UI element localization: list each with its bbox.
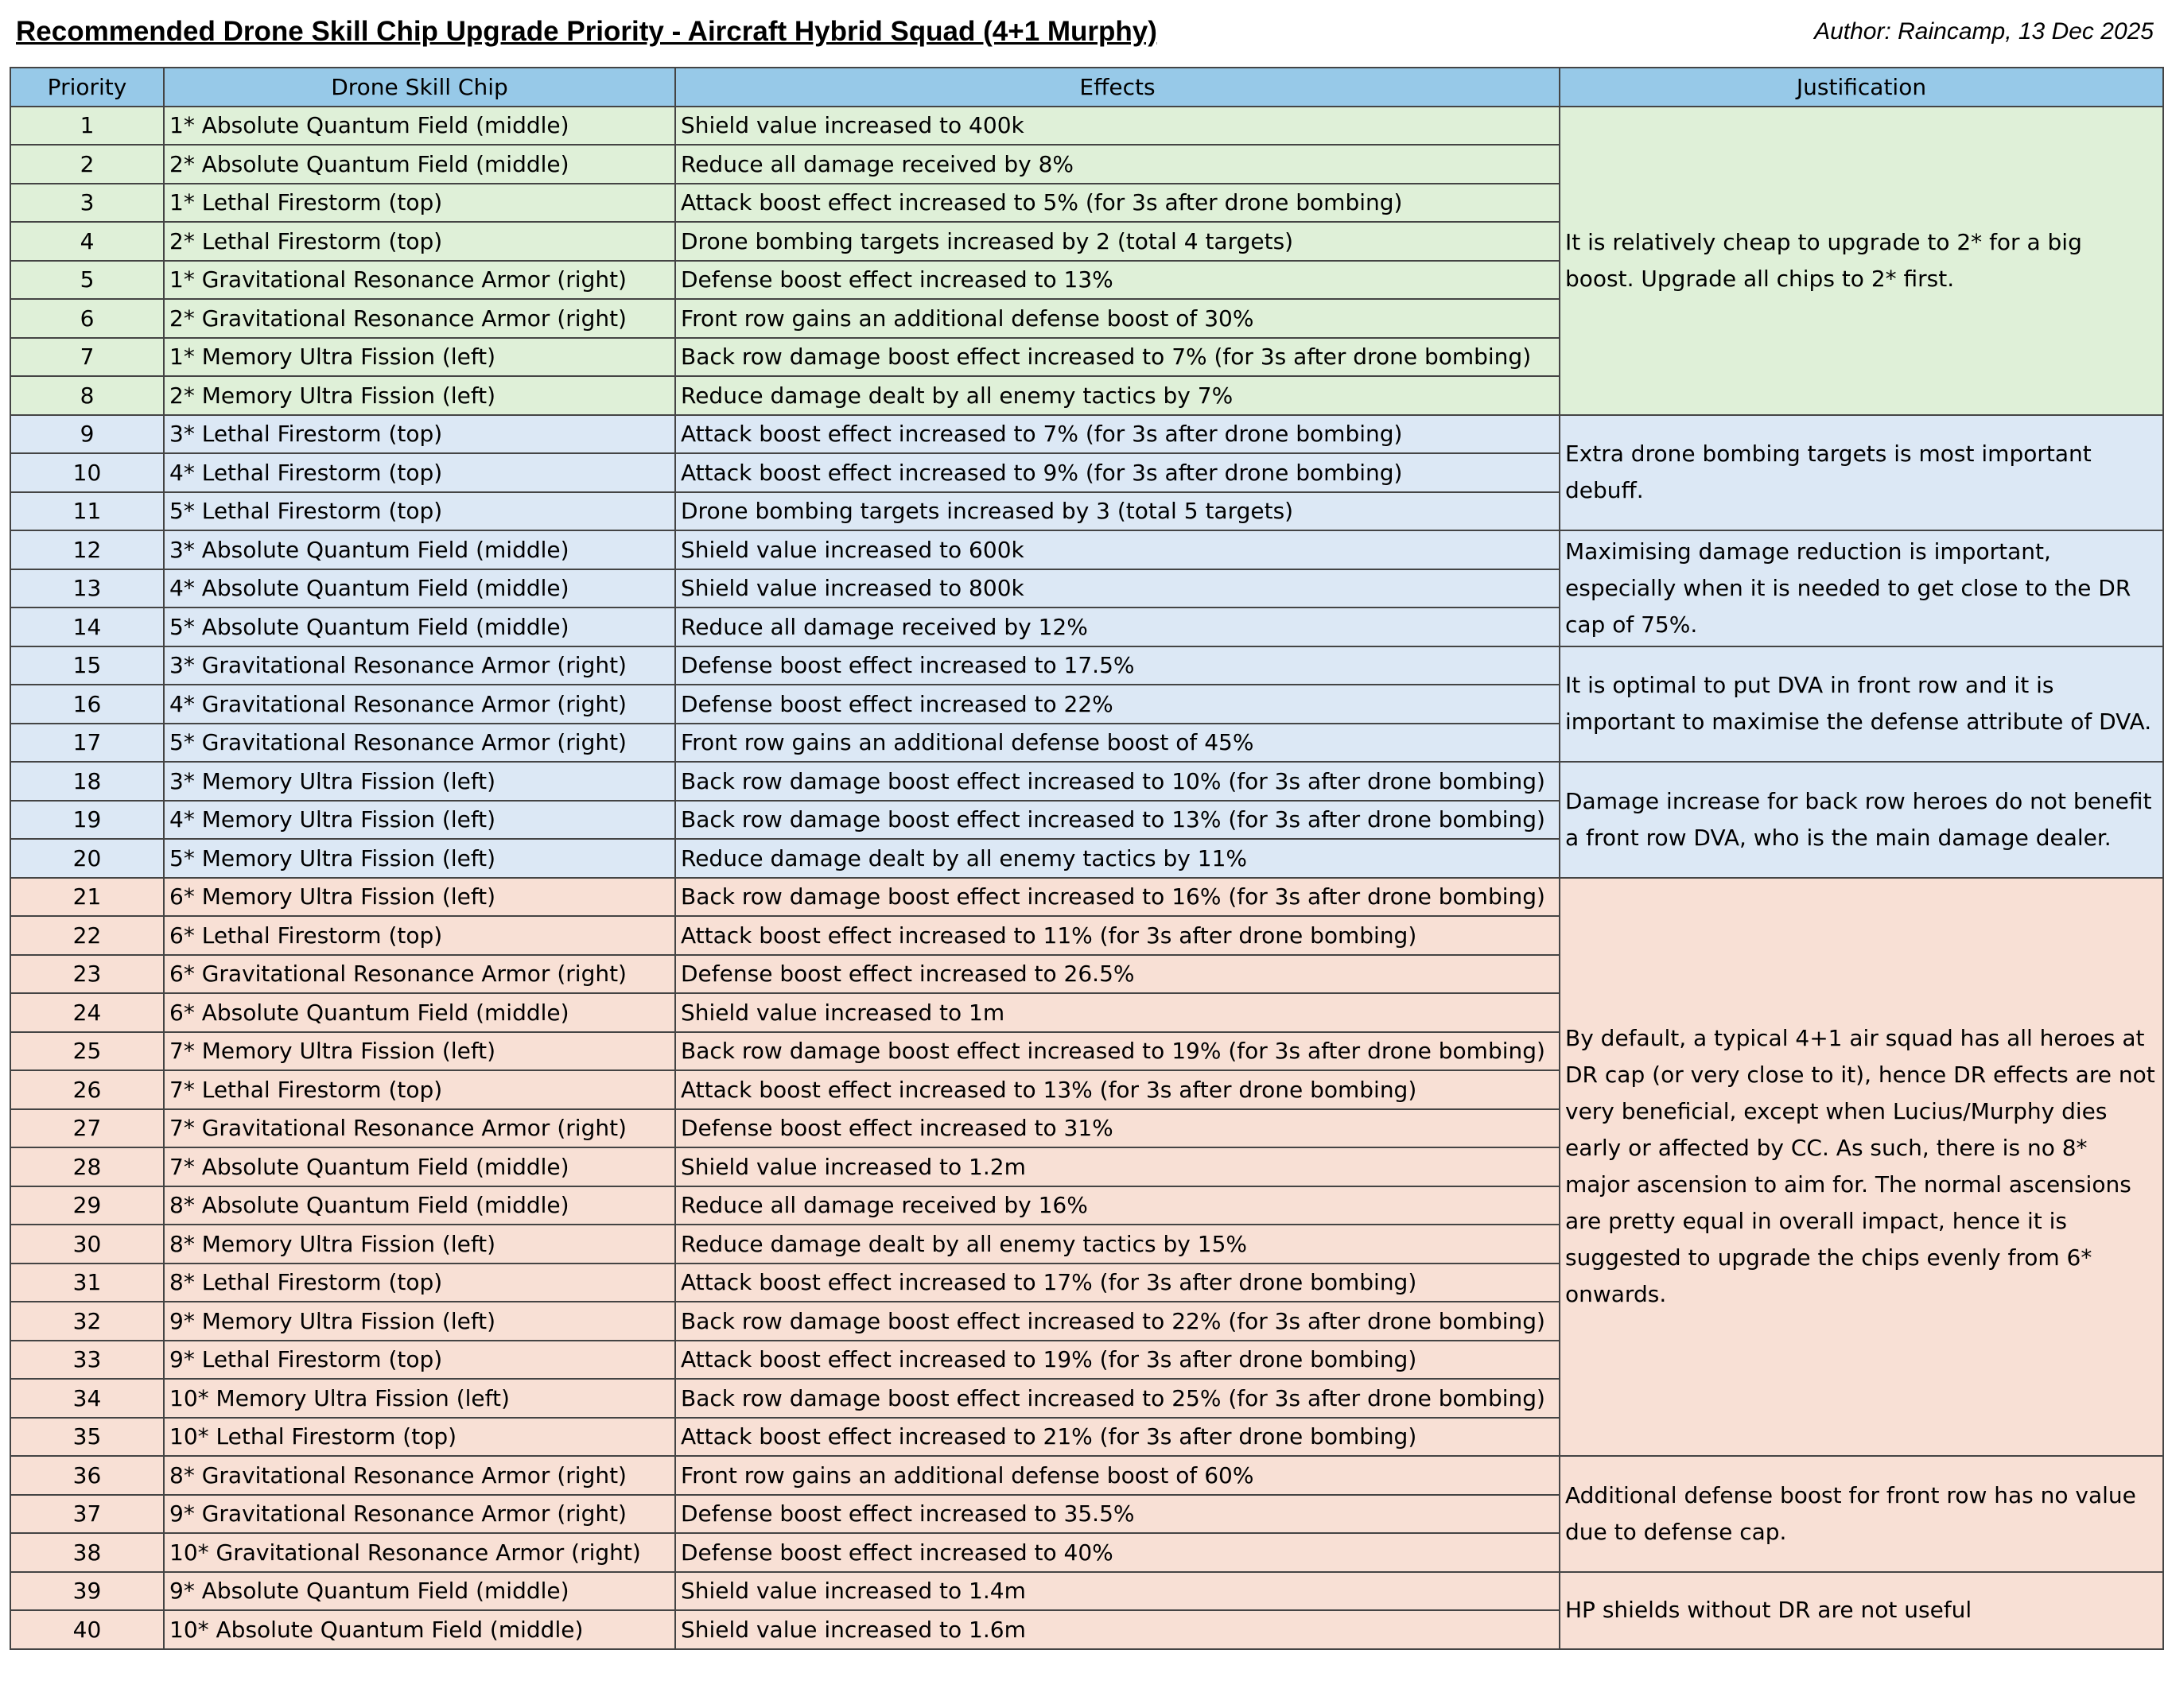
chip-cell: 6* Memory Ultra Fission (left): [164, 878, 675, 917]
chip-cell: 5* Memory Ultra Fission (left): [164, 839, 675, 878]
chip-cell: 7* Absolute Quantum Field (middle): [164, 1147, 675, 1186]
table-body: [10, 107, 2163, 1649]
effect-cell: Defense boost effect increased to 17.5%: [675, 646, 1560, 685]
priority-cell: 26: [10, 1070, 164, 1109]
table-row: [10, 1456, 2163, 1495]
effect-cell: Shield value increased to 600k: [675, 530, 1560, 569]
effect-cell: Front row gains an additional defense boost of 60%: [675, 1456, 1560, 1495]
chip-cell: 4* Absolute Quantum Field (middle): [164, 569, 675, 608]
priority-cell: 6: [10, 299, 164, 338]
priority-cell: 25: [10, 1032, 164, 1071]
chip-cell: 10* Absolute Quantum Field (middle): [164, 1610, 675, 1649]
header-priority: Priority: [10, 68, 164, 107]
priority-cell: 34: [10, 1379, 164, 1418]
priority-cell: 21: [10, 878, 164, 917]
priority-cell: 14: [10, 608, 164, 646]
effect-cell: Reduce all damage received by 12%: [675, 608, 1560, 646]
chip-cell: 1* Lethal Firestorm (top): [164, 184, 675, 223]
effect-cell: Reduce damage dealt by all enemy tactics by 7%: [675, 376, 1560, 415]
effect-cell: Front row gains an additional defense boost of 30%: [675, 299, 1560, 338]
effect-cell: Defense boost effect increased to 40%: [675, 1533, 1560, 1572]
chip-cell: 9* Absolute Quantum Field (middle): [164, 1572, 675, 1611]
chip-cell: 8* Lethal Firestorm (top): [164, 1264, 675, 1302]
chip-cell: 5* Lethal Firestorm (top): [164, 492, 675, 531]
priority-cell: 33: [10, 1341, 164, 1380]
justification-cell: Maximising damage reduction is important, especially when it is needed to get close to the DR cap of 75%.: [1560, 530, 2163, 646]
priority-cell: 28: [10, 1147, 164, 1186]
effect-cell: Attack boost effect increased to 21% (for 3s after drone bombing): [675, 1418, 1560, 1457]
effect-cell: Drone bombing targets increased by 3 (total 5 targets): [675, 492, 1560, 531]
priority-cell: 39: [10, 1572, 164, 1611]
effect-cell: Shield value increased to 1.4m: [675, 1572, 1560, 1611]
priority-cell: 12: [10, 530, 164, 569]
chip-cell: 6* Absolute Quantum Field (middle): [164, 993, 675, 1032]
chip-cell: 1* Gravitational Resonance Armor (right): [164, 261, 675, 300]
effect-cell: Front row gains an additional defense boost of 45%: [675, 724, 1560, 763]
chip-cell: 7* Gravitational Resonance Armor (right): [164, 1109, 675, 1148]
priority-cell: 35: [10, 1418, 164, 1457]
priority-cell: 9: [10, 415, 164, 454]
effect-cell: Reduce damage dealt by all enemy tactics by 11%: [675, 839, 1560, 878]
priority-cell: 23: [10, 955, 164, 994]
priority-cell: 3: [10, 184, 164, 223]
effect-cell: Back row damage boost effect increased to 19% (for 3s after drone bombing): [675, 1032, 1560, 1071]
justification-cell: It is relatively cheap to upgrade to 2* for a big boost. Upgrade all chips to 2* first.: [1560, 107, 2163, 415]
effect-cell: Back row damage boost effect increased to 7% (for 3s after drone bombing): [675, 338, 1560, 377]
priority-cell: 24: [10, 993, 164, 1032]
chip-cell: 3* Gravitational Resonance Armor (right): [164, 646, 675, 685]
table-row: [10, 415, 2163, 454]
priority-cell: 16: [10, 685, 164, 724]
priority-cell: 11: [10, 492, 164, 531]
effect-cell: Defense boost effect increased to 26.5%: [675, 955, 1560, 994]
priority-cell: 13: [10, 569, 164, 608]
effect-cell: Shield value increased to 1.6m: [675, 1610, 1560, 1649]
justification-cell: Additional defense boost for front row has no value due to defense cap.: [1560, 1456, 2163, 1572]
priority-cell: 30: [10, 1225, 164, 1264]
chip-cell: 7* Lethal Firestorm (top): [164, 1070, 675, 1109]
table-row: [10, 878, 2163, 917]
effect-cell: Shield value increased to 1.2m: [675, 1147, 1560, 1186]
priority-cell: 8: [10, 376, 164, 415]
effect-cell: Defense boost effect increased to 22%: [675, 685, 1560, 724]
table-row: [10, 1572, 2163, 1611]
effect-cell: Back row damage boost effect increased to 16% (for 3s after drone bombing): [675, 878, 1560, 917]
priority-cell: 32: [10, 1302, 164, 1341]
chip-cell: 6* Gravitational Resonance Armor (right): [164, 955, 675, 994]
priority-cell: 1: [10, 107, 164, 146]
chip-cell: 9* Lethal Firestorm (top): [164, 1341, 675, 1380]
effect-cell: Defense boost effect increased to 13%: [675, 261, 1560, 300]
table-header-row: [10, 68, 2163, 107]
priority-cell: 31: [10, 1264, 164, 1302]
chip-cell: 2* Gravitational Resonance Armor (right): [164, 299, 675, 338]
priority-cell: 40: [10, 1610, 164, 1649]
priority-cell: 7: [10, 338, 164, 377]
chip-cell: 2* Lethal Firestorm (top): [164, 222, 675, 261]
table-row: [10, 107, 2163, 146]
effect-cell: Drone bombing targets increased by 2 (total 4 targets): [675, 222, 1560, 261]
effect-cell: Defense boost effect increased to 31%: [675, 1109, 1560, 1148]
effect-cell: Back row damage boost effect increased to 13% (for 3s after drone bombing): [675, 801, 1560, 840]
effect-cell: Attack boost effect increased to 13% (for 3s after drone bombing): [675, 1070, 1560, 1109]
justification-cell: HP shields without DR are not useful: [1560, 1572, 2163, 1649]
effect-cell: Reduce all damage received by 16%: [675, 1186, 1560, 1225]
chip-cell: 4* Lethal Firestorm (top): [164, 453, 675, 492]
priority-cell: 15: [10, 646, 164, 685]
chip-cell: 7* Memory Ultra Fission (left): [164, 1032, 675, 1071]
effect-cell: Attack boost effect increased to 7% (for 3s after drone bombing): [675, 415, 1560, 454]
table-row: [10, 646, 2163, 685]
priority-table: [10, 67, 2164, 1650]
justification-cell: By default, a typical 4+1 air squad has all heroes at DR cap (or very close to it), hence DR effects are not very beneficial, except when Lucius/Murphy dies early or affected by CC. As such, there is no 8* major ascension to aim for. The normal ascensions are pretty equal in overall impact, hence it is suggested to upgrade the chips evenly from 6* onwards.: [1560, 878, 2163, 1457]
priority-cell: 20: [10, 839, 164, 878]
justification-cell: Extra drone bombing targets is most important debuff.: [1560, 415, 2163, 531]
table-row: [10, 530, 2163, 569]
effect-cell: Reduce all damage received by 8%: [675, 145, 1560, 184]
chip-cell: 4* Gravitational Resonance Armor (right): [164, 685, 675, 724]
effect-cell: Shield value increased to 400k: [675, 107, 1560, 146]
priority-cell: 36: [10, 1456, 164, 1495]
chip-cell: 3* Memory Ultra Fission (left): [164, 762, 675, 801]
chip-cell: 4* Memory Ultra Fission (left): [164, 801, 675, 840]
chip-cell: 8* Gravitational Resonance Armor (right): [164, 1456, 675, 1495]
priority-cell: 27: [10, 1109, 164, 1148]
justification-cell: It is optimal to put DVA in front row and it is important to maximise the defense attribute of DVA.: [1560, 646, 2163, 763]
effect-cell: Back row damage boost effect increased to 25% (for 3s after drone bombing): [675, 1379, 1560, 1418]
chip-cell: 10* Gravitational Resonance Armor (right): [164, 1533, 675, 1572]
priority-cell: 38: [10, 1533, 164, 1572]
chip-cell: 3* Lethal Firestorm (top): [164, 415, 675, 454]
effect-cell: Attack boost effect increased to 19% (for 3s after drone bombing): [675, 1341, 1560, 1380]
chip-cell: 2* Absolute Quantum Field (middle): [164, 145, 675, 184]
effect-cell: Shield value increased to 1m: [675, 993, 1560, 1032]
header-justification: Justification: [1560, 68, 2163, 107]
priority-cell: 10: [10, 453, 164, 492]
priority-cell: 29: [10, 1186, 164, 1225]
chip-cell: 5* Gravitational Resonance Armor (right): [164, 724, 675, 763]
justification-cell: Damage increase for back row heroes do not benefit a front row DVA, who is the main damage dealer.: [1560, 762, 2163, 878]
chip-cell: 3* Absolute Quantum Field (middle): [164, 530, 675, 569]
author-credit: Author: Raincamp, 13 Dec 2025: [1814, 18, 2154, 45]
chip-cell: 6* Lethal Firestorm (top): [164, 916, 675, 955]
effect-cell: Defense boost effect increased to 35.5%: [675, 1495, 1560, 1534]
priority-cell: 22: [10, 916, 164, 955]
priority-cell: 2: [10, 145, 164, 184]
effect-cell: Attack boost effect increased to 11% (for 3s after drone bombing): [675, 916, 1560, 955]
chip-cell: 8* Memory Ultra Fission (left): [164, 1225, 675, 1264]
effect-cell: Attack boost effect increased to 17% (for 3s after drone bombing): [675, 1264, 1560, 1302]
chip-cell: 1* Memory Ultra Fission (left): [164, 338, 675, 377]
chip-cell: 5* Absolute Quantum Field (middle): [164, 608, 675, 646]
priority-cell: 19: [10, 801, 164, 840]
chip-cell: 10* Memory Ultra Fission (left): [164, 1379, 675, 1418]
chip-cell: 2* Memory Ultra Fission (left): [164, 376, 675, 415]
chip-cell: 10* Lethal Firestorm (top): [164, 1418, 675, 1457]
table-row: [10, 762, 2163, 801]
effect-cell: Shield value increased to 800k: [675, 569, 1560, 608]
priority-cell: 37: [10, 1495, 164, 1534]
page-title: Recommended Drone Skill Chip Upgrade Priority - Aircraft Hybrid Squad (4+1 Murphy): [16, 16, 1157, 47]
priority-cell: 18: [10, 762, 164, 801]
effect-cell: Attack boost effect increased to 9% (for 3s after drone bombing): [675, 453, 1560, 492]
effect-cell: Back row damage boost effect increased to 22% (for 3s after drone bombing): [675, 1302, 1560, 1341]
priority-cell: 4: [10, 222, 164, 261]
chip-cell: 1* Absolute Quantum Field (middle): [164, 107, 675, 146]
header-effects: Effects: [675, 68, 1560, 107]
header-chip: Drone Skill Chip: [164, 68, 675, 107]
chip-cell: 9* Memory Ultra Fission (left): [164, 1302, 675, 1341]
effect-cell: Attack boost effect increased to 5% (for 3s after drone bombing): [675, 184, 1560, 223]
chip-cell: 8* Absolute Quantum Field (middle): [164, 1186, 675, 1225]
priority-cell: 17: [10, 724, 164, 763]
chip-cell: 9* Gravitational Resonance Armor (right): [164, 1495, 675, 1534]
effect-cell: Reduce damage dealt by all enemy tactics by 15%: [675, 1225, 1560, 1264]
effect-cell: Back row damage boost effect increased to 10% (for 3s after drone bombing): [675, 762, 1560, 801]
priority-cell: 5: [10, 261, 164, 300]
